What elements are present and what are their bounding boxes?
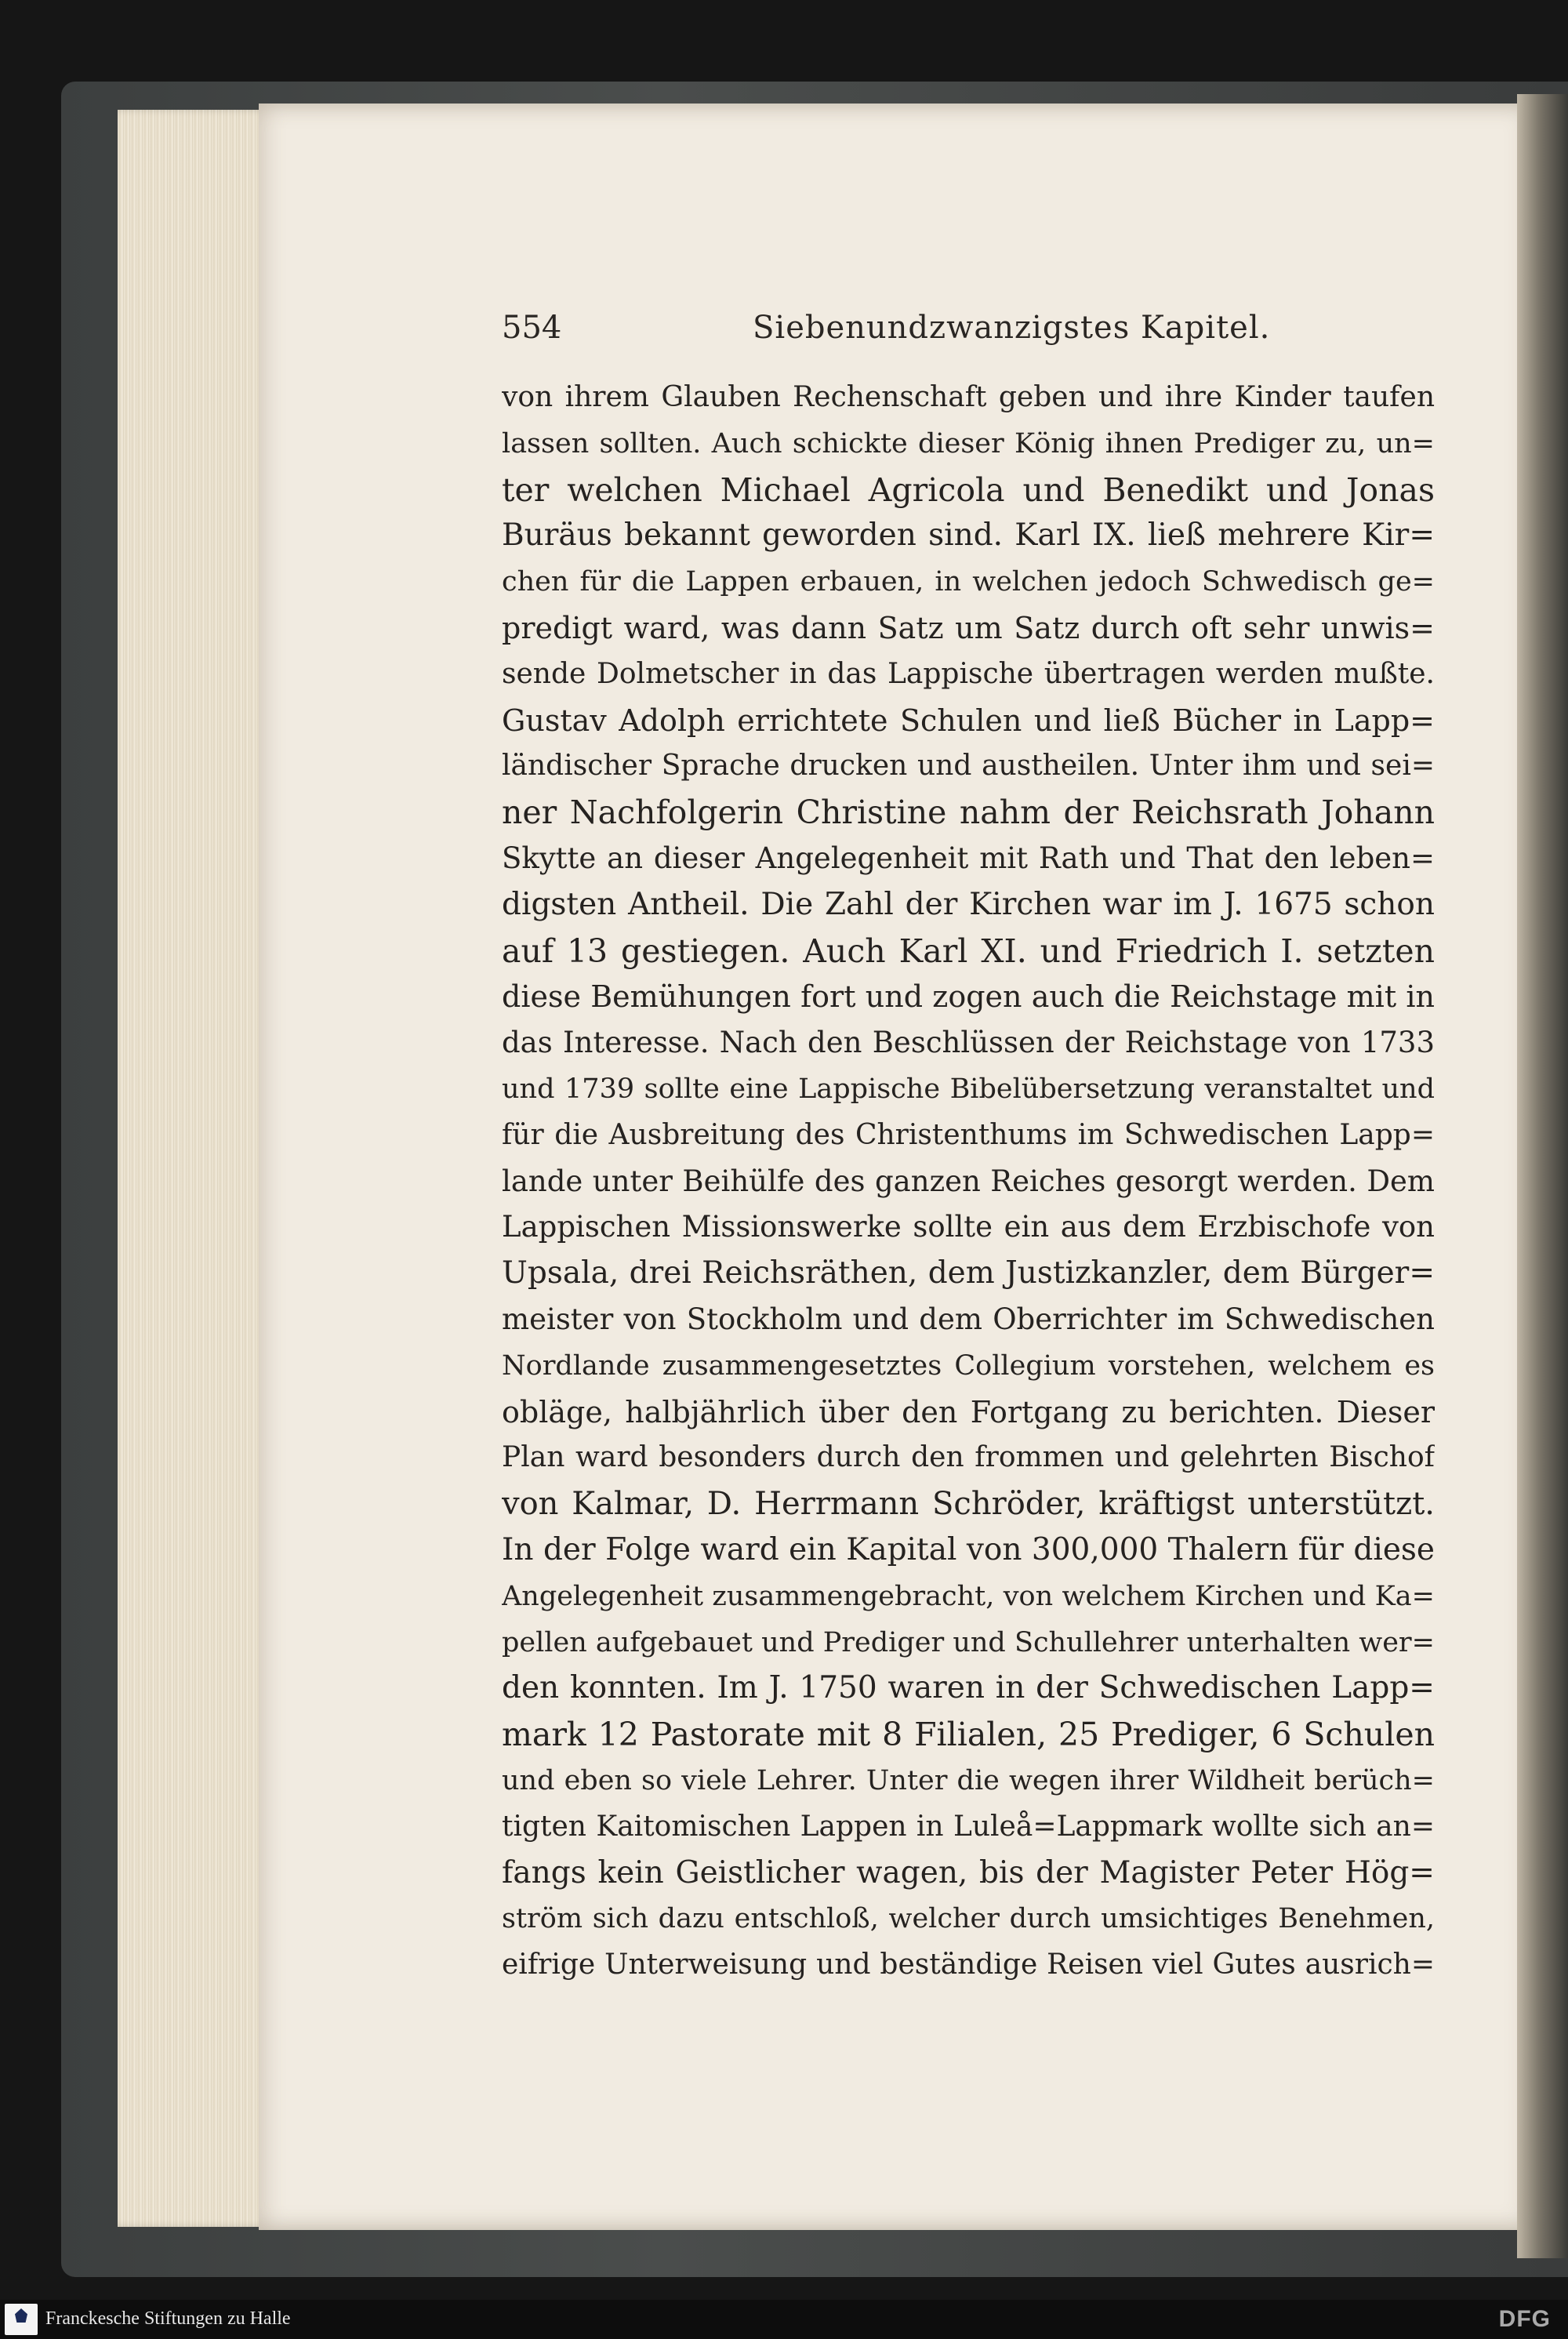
text-line: lande unter Beihülfe des ganzen Reiches gesorgt werden. Dem [502,1164,1435,1198]
text-line: auf 13 gestiegen. Auch Karl XI. und Friedrich I. setzten [502,932,1435,970]
text-line: Nordlande zusammengesetztes Collegium vorstehen, welchem es [502,1349,1435,1382]
text-line: den konnten. Im J. 1750 waren in der Schwedischen Lapp= [502,1670,1435,1706]
text-line: meister von Stockholm und dem Oberrichter im Schwedischen [502,1302,1435,1336]
text-line: predigt ward, was dann Satz um Satz durch oft sehr unwis= [502,610,1435,645]
library-name: Franckesche Stiftungen zu Halle [45,2308,291,2329]
text-line: Angelegenheit zusammengebracht, von welchem Kirchen und Ka= [502,1580,1435,1612]
text-line: In der Folge ward ein Kapital von 300,000 Thalern für diese [502,1531,1435,1567]
page-number: 554 [502,310,562,346]
text-line: Gustav Adolph errichtete Schulen und ließ Bücher in Lapp= [502,703,1435,738]
library-logo-icon [5,2304,38,2335]
text-line: eifrige Unterweisung und beständige Reisen viel Gutes ausrich= [502,1949,1435,1981]
text-line: tigten Kaitomischen Lappen in Luleå=Lappmark wollte sich an= [502,1810,1435,1843]
text-line: von ihrem Glauben Rechenschaft geben und ihre Kinder taufen [502,381,1435,413]
text-line: und eben so viele Lehrer. Unter die wegen ihrer Wildheit berüch= [502,1764,1435,1796]
dfg-logo: DFG [1498,2306,1551,2332]
text-line: ström sich dazu entschloß, welcher durch umsichtiges Benehmen, [502,1903,1435,1935]
text-line: ter welchen Michael Agricola und Benedikt und Jonas [502,470,1435,509]
text-line: Plan ward besonders durch den frommen und gelehrten Bischof [502,1441,1435,1474]
text-line: und 1739 sollte eine Lappische Bibelübersetzung veranstaltet und [502,1073,1435,1105]
text-line: Upsala, drei Reichsräthen, dem Justizkanzler, dem Bürger= [502,1255,1435,1291]
text-line: von Kalmar, D. Herrmann Schröder, kräftigst unterstützt. [502,1486,1435,1523]
text-line: chen für die Lappen erbauen, in welchen jedoch Schwedisch ge= [502,566,1435,598]
text-line: sende Dolmetscher in das Lappische übertragen werden mußte. [502,657,1435,690]
text-line: ner Nachfolgerin Christine nahm der Reichsrath Johann [502,794,1435,832]
body-text [502,375,1435,1989]
gutter-shadow [1517,94,1568,2258]
text-line: Buräus bekannt geworden sind. Karl IX. ließ mehrere Kir= [502,518,1435,554]
text-line: Skytte an dieser Angelegenheit mit Rath und That den leben= [502,841,1435,875]
text-line: Lappischen Missionswerke sollte ein aus dem Erzbischofe von [502,1210,1435,1244]
text-line: das Interesse. Nach den Beschlüssen der Reichstage von 1733 [502,1026,1435,1060]
running-head [502,310,1435,357]
page-block-edges [118,110,274,2227]
text-line: pellen aufgebauet und Prediger und Schullehrer unterhalten wer= [502,1626,1435,1658]
text-line: diese Bemühungen fort und zogen auch die Reichstage mit in [502,979,1435,1015]
text-line: lassen sollten. Auch schickte dieser König ihnen Prediger zu, un= [502,427,1435,459]
text-line: fangs kein Geistlicher wagen, bis der Magister Peter Hög= [502,1854,1435,1890]
chapter-title: Siebenundzwanzigstes Kapitel. [753,310,1271,346]
text-line: mark 12 Pastorate mit 8 Filialen, 25 Prediger, 6 Schulen [502,1716,1435,1754]
text-line: obläge, halbjährlich über den Fortgang zu berichten. Dieser [502,1394,1435,1429]
text-line: für die Ausbreitung des Christenthums im Schwedischen Lapp= [502,1118,1435,1151]
text-line: digsten Antheil. Die Zahl der Kirchen war im J. 1675 schon [502,886,1435,922]
text-line: ländischer Sprache drucken und austheilen. Unter ihm und sei= [502,750,1435,783]
